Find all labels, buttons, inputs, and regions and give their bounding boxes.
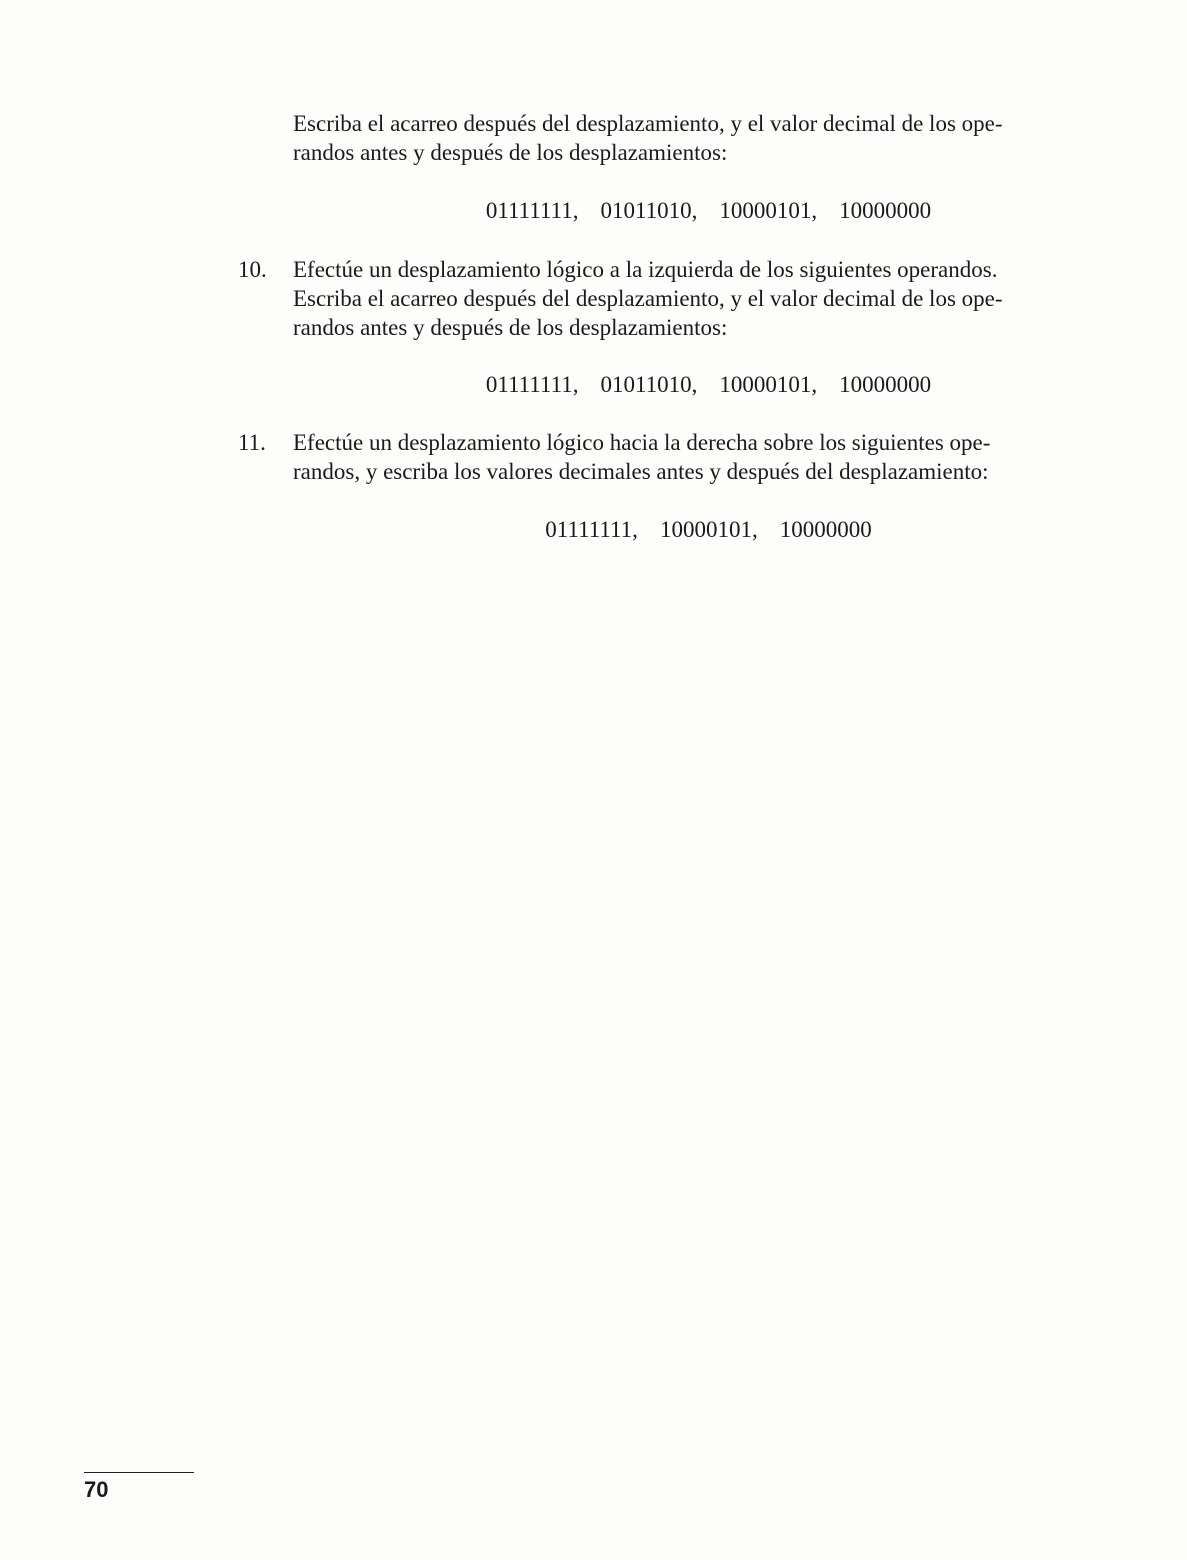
operand: 10000000 — [839, 372, 932, 397]
operand: 10000000 — [779, 517, 872, 542]
exercise-11-text — [293, 428, 1124, 486]
operand: 01111111, — [545, 517, 638, 542]
text-line: Efectúe un desplazamiento lógico a la izquierda de los siguientes operandos. — [293, 257, 998, 282]
operand: 10000101, — [719, 198, 818, 223]
text-line: Escriba el acarreo después del desplazamiento, y el valor decimal de los ope- — [293, 286, 1003, 311]
exercise-11-operands — [293, 515, 1124, 544]
footer-rule — [84, 1472, 194, 1473]
operand: 01111111, — [485, 198, 579, 223]
text-line: Escriba el acarreo después del desplazamiento, y el valor decimal de los ope- — [293, 111, 1003, 136]
text-line: randos antes y después de los desplazamientos: — [293, 315, 728, 340]
text-line: Efectúe un desplazamiento lógico hacia la derecha sobre los siguientes ope- — [293, 430, 991, 455]
operand: 01011010, — [600, 372, 698, 397]
exercise-10-operands — [293, 370, 1124, 399]
exercise-9-operands — [293, 196, 1124, 225]
text-line: randos, y escriba los valores decimales antes y después del desplazamiento: — [293, 459, 989, 484]
operand: 01111111, — [485, 372, 579, 397]
operand: 10000101, — [719, 372, 818, 397]
exercise-10-number: 10. — [238, 257, 267, 282]
page-number: 70 — [84, 1477, 109, 1502]
text-line: randos antes y después de los desplazamientos: — [293, 140, 728, 165]
exercise-10-text — [293, 255, 1124, 342]
operand: 10000101, — [659, 517, 758, 542]
exercise-9-continuation-text — [293, 109, 1124, 167]
operand: 10000000 — [839, 198, 932, 223]
exercise-11-number: 11. — [238, 430, 266, 455]
operand: 01011010, — [600, 198, 698, 223]
